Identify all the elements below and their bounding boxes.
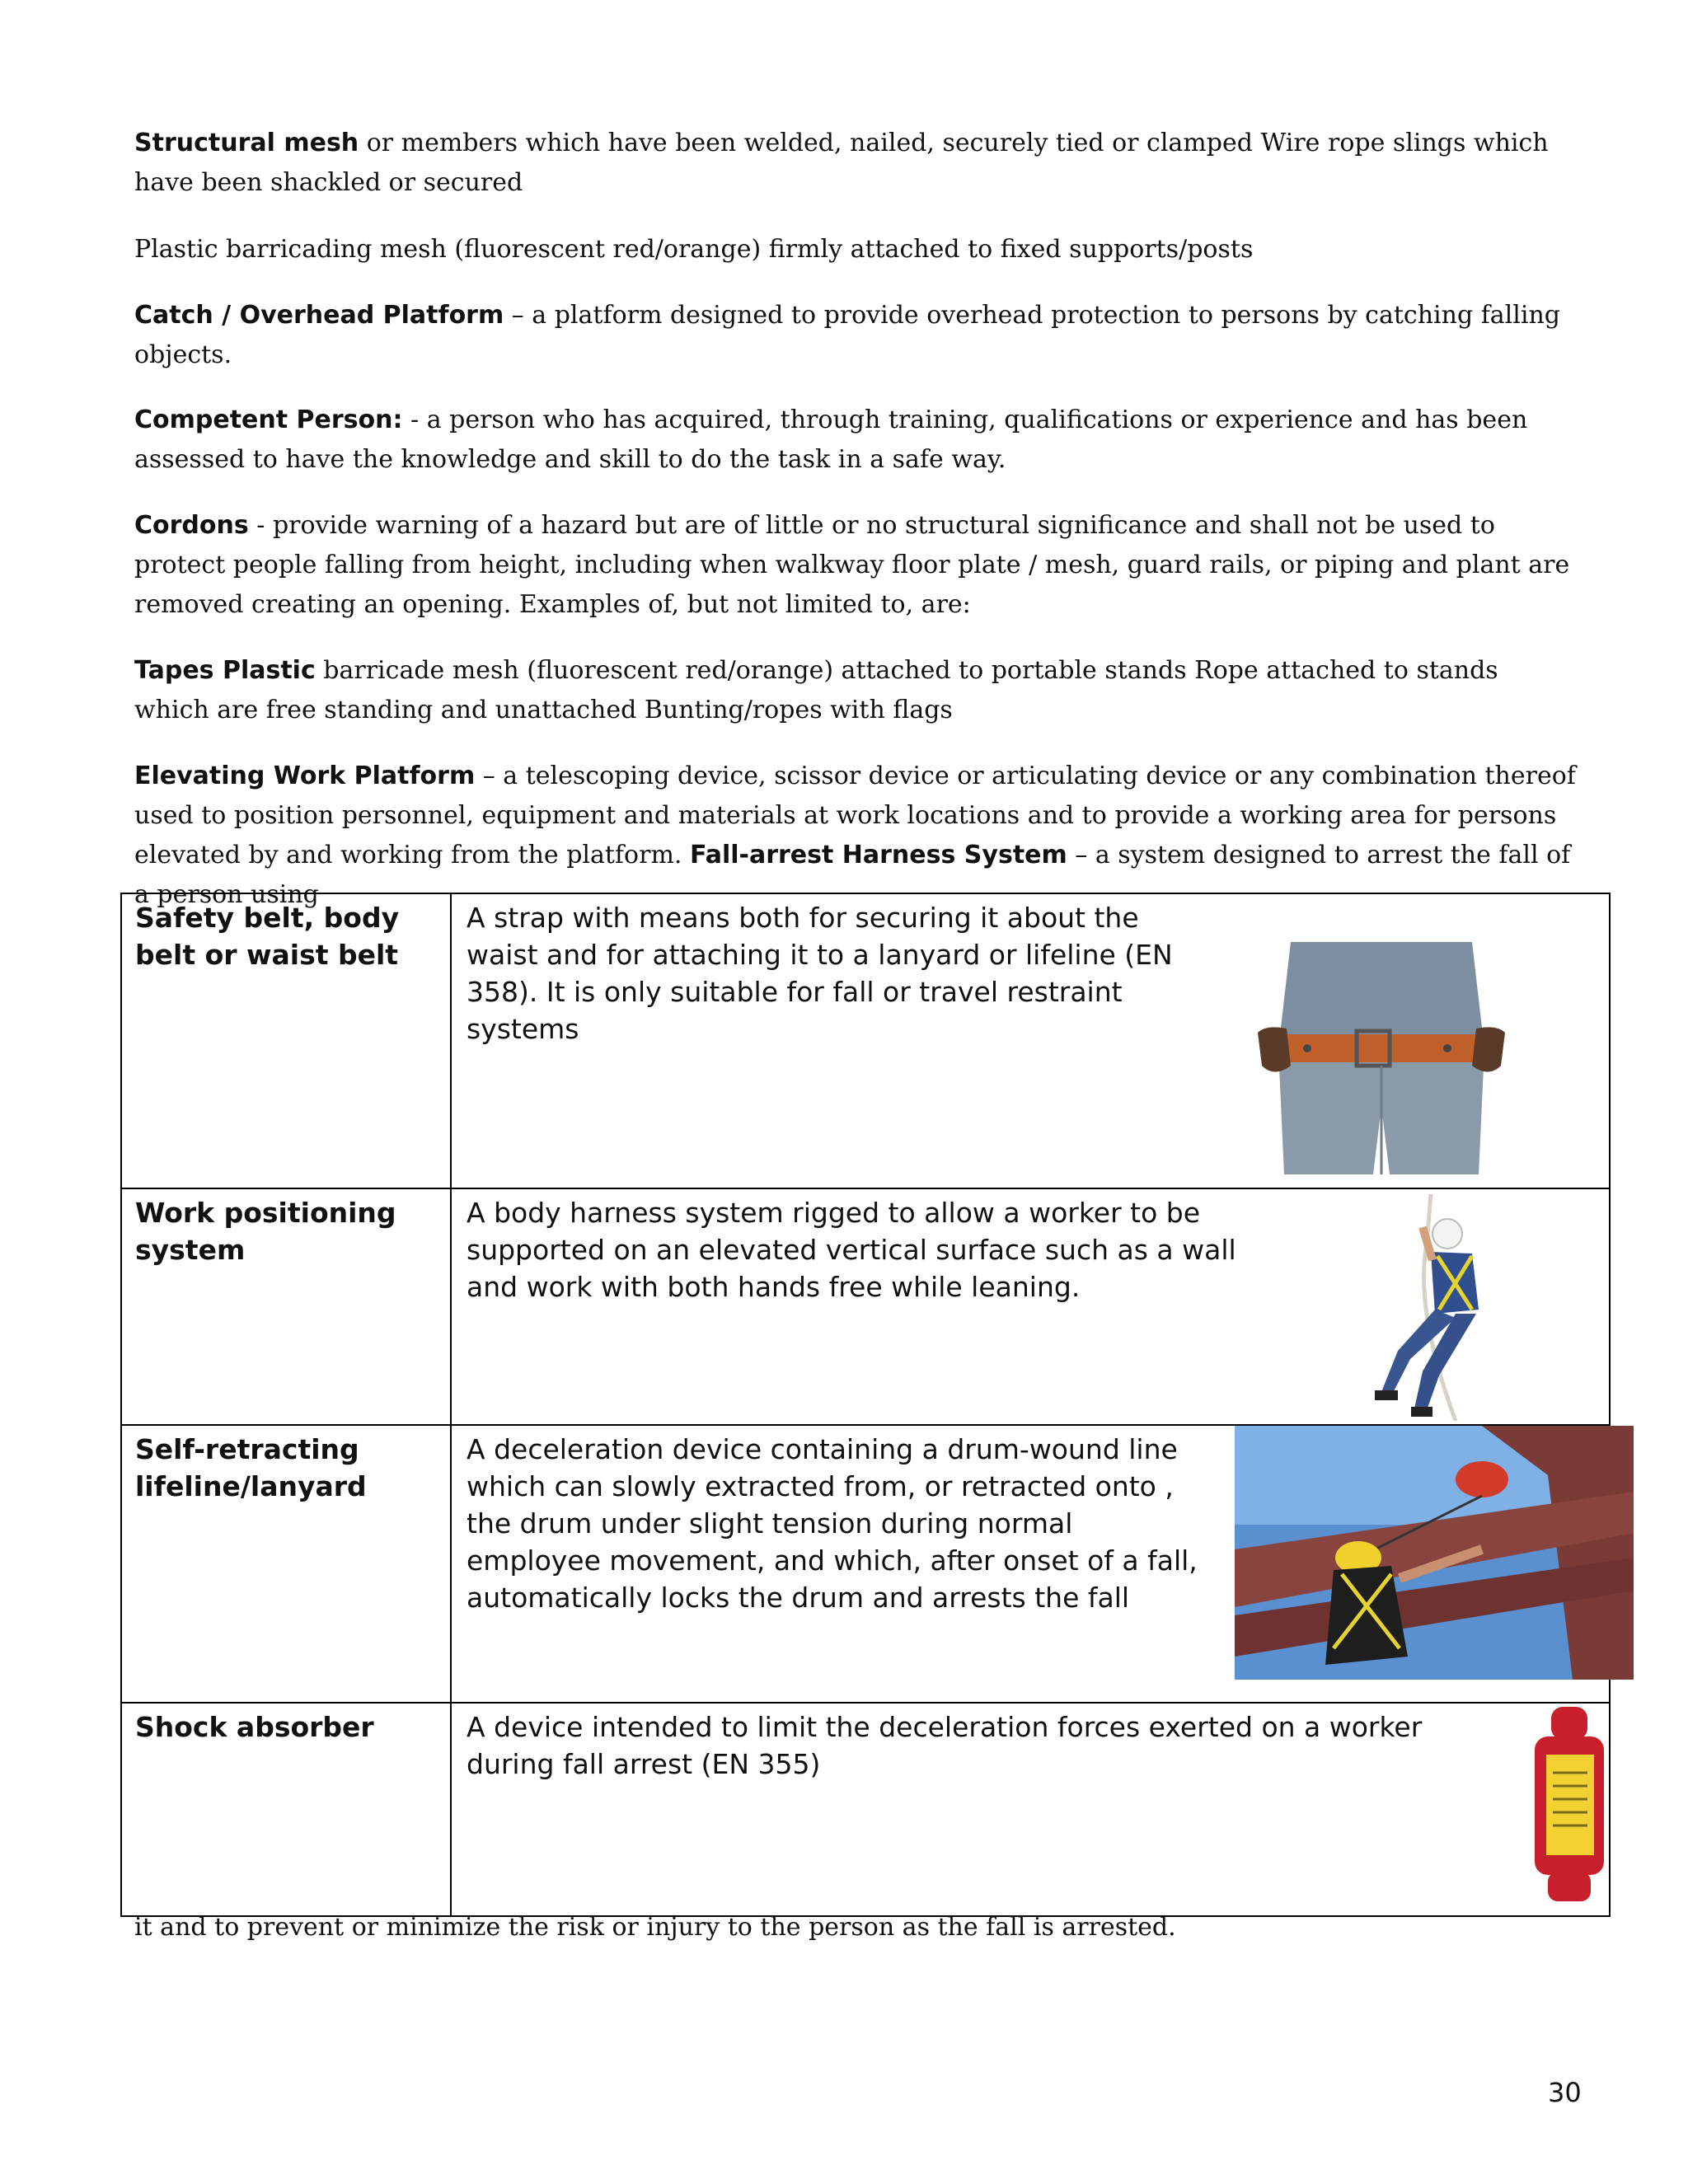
table-row xyxy=(121,1188,1610,1425)
definition-text: - provide warning of a hazard but are of little or no structural significance and shall not be used to protect people falling from height, including when walkway floor plate / mesh, guard rails, or piping and plant are removed creating an opening. Examples of, but not limited to, are: xyxy=(134,511,1570,619)
waist-belt-photo xyxy=(1258,942,1505,1174)
term-cordons: Cordons xyxy=(134,511,249,540)
table-row xyxy=(121,1425,1610,1703)
description-text: A deceleration device containing a drum-wound line which can slowly extracted from, or retracted onto , the drum under slight tension during normal employee movement, and which, after onset of a fall, automatically locks the drum and arrests the fall xyxy=(467,1433,1198,1614)
paragraph-cordons xyxy=(134,506,1577,625)
shock-absorber-photo xyxy=(1528,1707,1611,1905)
definition-text: – a platform designed to provide overhead protection to persons by catching falling objects. xyxy=(134,301,1560,369)
paragraph-catch-platform xyxy=(134,296,1577,375)
description-text: A strap with means both for securing it about the waist and for attaching it to a lanyard or lifeline (EN 358). It is only suitable for fall or travel restraint systems xyxy=(467,902,1173,1045)
description-text: A body harness system rigged to allow a worker to be supported on an elevated vertical surface such as a wall and work with both hands free while leaning. xyxy=(467,1197,1236,1303)
definition-text: barricade mesh (fluorescent red/orange) attached to portable stands Rope attached to stands which are free standing and unattached Bunting/ropes with flags xyxy=(134,656,1498,724)
paragraph-structural-mesh xyxy=(134,124,1577,203)
definition-text: – a system designed to arrest the fall of a person using xyxy=(134,841,1571,909)
definition-text: – a telescoping device, scissor device or articulating device or any combination thereof used to position personnel, equipment and materials at work locations and to provide a working area for persons elevated by and working from the platform. xyxy=(134,762,1576,869)
description-cell xyxy=(451,1703,1610,1916)
description-cell xyxy=(451,1425,1610,1703)
paragraph-plastic-barricading xyxy=(134,230,1577,269)
term-catch-platform: Catch / Overhead Platform xyxy=(134,301,504,330)
table-row xyxy=(121,1703,1610,1916)
term-competent-person: Competent Person: xyxy=(134,405,403,434)
page-number: 30 xyxy=(1548,2077,1582,2108)
term-elevating-platform: Elevating Work Platform xyxy=(134,762,476,790)
term-cell: Self-retracting lifeline/lanyard xyxy=(121,1425,451,1703)
table-row xyxy=(121,893,1610,1188)
term-fall-arrest-harness: Fall-arrest Harness System xyxy=(689,841,1067,869)
definition-text: Plastic barricading mesh (fluorescent red/orange) firmly attached to fixed supports/posts xyxy=(134,235,1254,264)
definition-text: - a person who has acquired, through training, qualifications or experience and has been assessed to have the knowledge and skill to do the task in a safe way. xyxy=(134,405,1528,474)
term-cell: Work positioning system xyxy=(121,1188,451,1425)
paragraph-tapes-plastic xyxy=(134,651,1577,730)
equipment-definitions-table xyxy=(120,893,1611,1917)
definition-text: or members which have been welded, nailed, securely tied or clamped Wire rope slings which have been shackled or secured xyxy=(134,129,1549,197)
steel-beam-worker-photo xyxy=(1235,1426,1634,1680)
paragraph-elevating-platform xyxy=(134,757,1577,915)
paragraph-competent-person xyxy=(134,401,1577,480)
term-structural-mesh: Structural mesh xyxy=(134,129,359,157)
continuation-text: it and to prevent or minimize the risk or injury to the person as the fall is arrested. xyxy=(134,1913,1176,1942)
description-cell xyxy=(451,1188,1610,1425)
term-cell: Safety belt, body belt or waist belt xyxy=(121,893,451,1188)
description-cell xyxy=(451,893,1610,1188)
description-text: A device intended to limit the deceleration forces exerted on a worker during fall arrest (EN 355) xyxy=(467,1711,1423,1780)
climbing-worker-photo xyxy=(1332,1194,1505,1421)
term-tapes-plastic: Tapes Plastic xyxy=(134,656,316,685)
term-cell: Shock absorber xyxy=(121,1703,451,1916)
